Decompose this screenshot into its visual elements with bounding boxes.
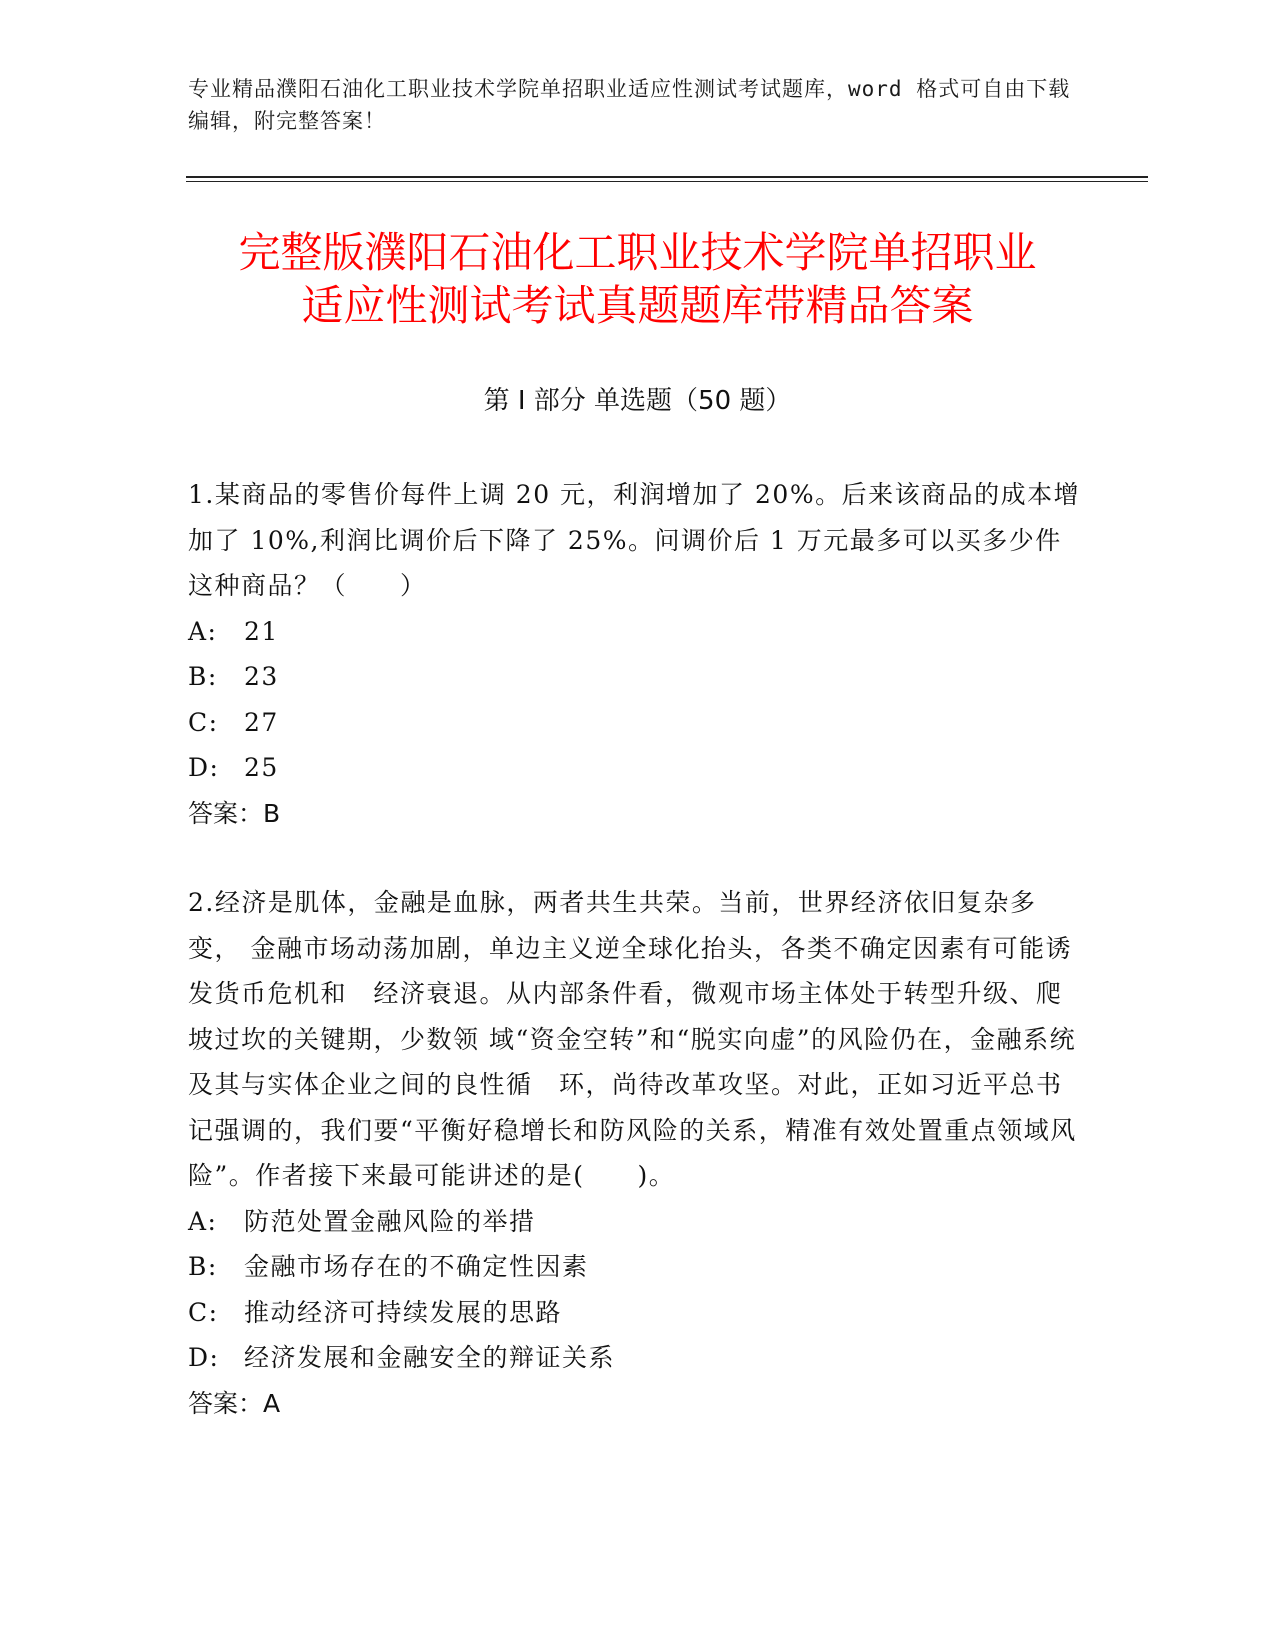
option-c [188,1290,1088,1336]
option-b [188,1244,1088,1290]
header-rule-thick [186,176,1148,178]
header-rule-thin [186,181,1148,182]
option-text: 推动经济可持续发展的思路 [244,1297,563,1327]
question-1 [188,472,1088,836]
option-d [188,745,1088,791]
option-text: 经济发展和金融安全的辩证关系 [244,1343,616,1372]
title-line-2: 适应性测试考试真题题库带精品答案 [301,281,974,330]
option-text: 防范处置金融风险的举措 [244,1206,536,1236]
option-b [188,654,1088,700]
question-stem: 1.某商品的零售价每件上调 20 元，利润增加了 20%。后来该商品的成本增 加了 10%,利润比调价后下降了 25%。问调价后 1 万元最多可以买多少件这种商品？（ ） [188,480,1081,600]
option-d [188,1335,1088,1381]
section-heading: 第 I 部分 单选题（50 题） [483,386,792,416]
option-text: 25 [244,753,279,782]
option-text: 21 [244,616,279,646]
option-letter: B: [188,1252,218,1281]
answer-line: 答案：B [188,798,281,828]
answer-line: 答案：A [188,1388,281,1418]
option-text: 27 [244,707,279,737]
option-text: 23 [244,662,279,691]
document-title [150,226,1125,332]
question-stem: 2.经济是肌体，金融是血脉，两者共生共荣。当前，世界经济依旧复杂多变， 金融市场动荡加剧，单边主义逆全球化抬头，各类不确定因素有可能诱发货币危机和 经济衰退。从内部条件看，微观市场主体处于转型升级、爬坡过坎的关键期，少数领 域“资金空转”和“脱实向虚”的风险仍在，金融系统及其与实体企业之间的良性循 环，尚待改革攻坚。对此，正如习近平总书记强调的，我们要“平衡好稳增长和防风险的关系，精准有效处置重点领域风险”。作者接下来最可能讲述的是( )。 [188,888,1077,1190]
option-letter: C: [188,1297,219,1327]
header-note: 专业精品濮阳石油化工职业技术学院单招职业适应性测试考试题库，word 格式可自由下载编辑，附完整答案！ [188,77,1071,133]
option-letter: A: [188,616,218,646]
option-letter: D: [188,753,220,782]
option-letter: C: [188,707,219,737]
option-a [188,609,1088,655]
option-text: 金融市场存在的不确定性因素 [244,1252,589,1281]
option-a [188,1199,1088,1245]
option-letter: B: [188,662,218,691]
title-line-1: 完整版濮阳石油化工职业技术学院单招职业 [238,228,1037,277]
option-c [188,700,1088,746]
option-letter: D: [188,1343,220,1372]
option-letter: A: [188,1206,218,1236]
question-2 [188,880,1088,1426]
